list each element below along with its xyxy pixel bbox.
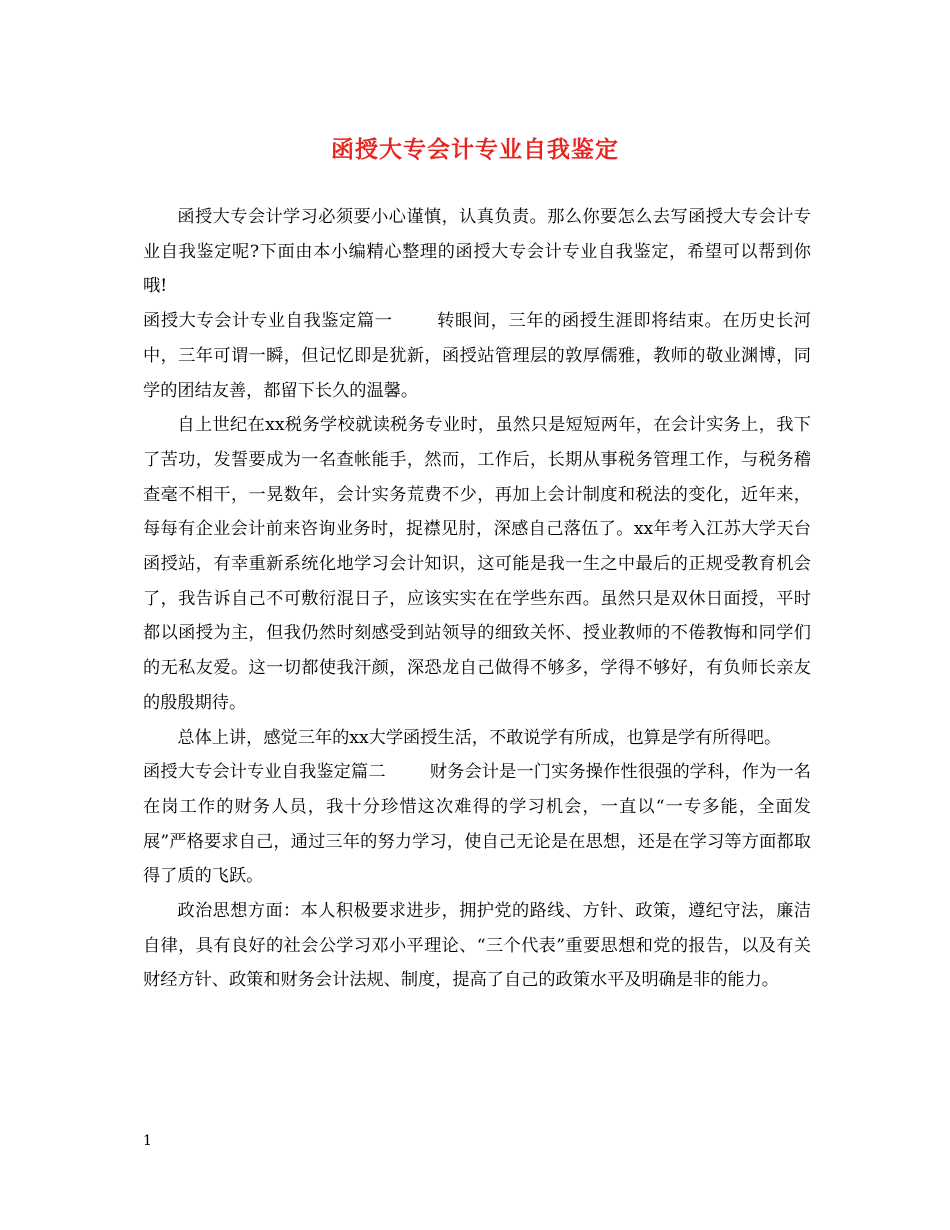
section-2-paragraph: [143, 755, 811, 894]
section-2-heading: 函授大专会计专业自我鉴定篇二: [143, 762, 386, 783]
section-1-lead: 转眼间，三年的函授生涯即将结束。在历史长河中，三年可谓一瞬，但记忆即是犹新，函授站管理层的敦厚儒雅，教师的敬业渊博，同学的团结友善，都留下长久的温馨。: [143, 311, 811, 401]
document-title: 函授大专会计专业自我鉴定: [331, 136, 619, 163]
section-1-paragraph-2: 自上世纪在xx税务学校就读税务专业时，虽然只是短短两年，在会计实务上，我下了苦功，发誓要成为一名查帐能手，然而，工作后，长期从事税务管理工作，与税务稽查毫不相干，一晃数年，会计实务荒费不少，再加上会计制度和税法的变化，近年来，每每有企业会计前来咨询业务时，捉襟见肘，深感自己落伍了。xx年考入江苏大学天台函授站，有幸重新系统化地学习会计知识，这可能是我一生之中最后的正规受教育机会了，我告诉自己不可敷衍混日子，应该实实在在学些东西。虽然只是双休日面授，平时都以函授为主，但我仍然时刻感受到站领导的细致关怀、授业教师的不倦教悔和同学们的无私友爱。这一切都使我汗颜，深恐龙自己做得不够多，学得不够好，有负师长亲友的殷殷期待。: [143, 415, 811, 713]
section-2-paragraph-2: 政治思想方面：本人积极要求进步，拥护党的路线、方针、政策，遵纪守法，廉洁自律，具有良好的社会公学习邓小平理论、“三个代表”重要思想和党的报告，以及有关财经方针、政策和财务会计法规、制度，提高了自己的政策水平及明确是非的能力。: [143, 901, 811, 991]
intro-paragraph: 函授大专会计学习必须要小心谨慎，认真负责。那么你要怎么去写函授大专会计专业自我鉴定呢?下面由本小编精心整理的函授大专会计专业自我鉴定，希望可以帮到你哦!: [143, 207, 811, 297]
section-1-heading: 函授大专会计专业自我鉴定篇一: [143, 311, 393, 332]
section-1-paragraph-3: 总体上讲，感觉三年的xx大学函授生活，不敢说学有所成，也算是学有所得吧。: [177, 727, 782, 748]
page-number: 1: [143, 1133, 152, 1149]
section-1-paragraph: [143, 304, 811, 408]
document-body: [143, 200, 811, 998]
section-2-lead: 财务会计是一门实务操作性很强的学科，作为一名在岗工作的财务人员，我十分珍惜这次难得的学习机会，一直以“一专多能，全面发展”严格要求自己，通过三年的努力学习，使自己无论是在思想，还是在学习等方面都取得了质的飞跃。: [143, 762, 811, 887]
